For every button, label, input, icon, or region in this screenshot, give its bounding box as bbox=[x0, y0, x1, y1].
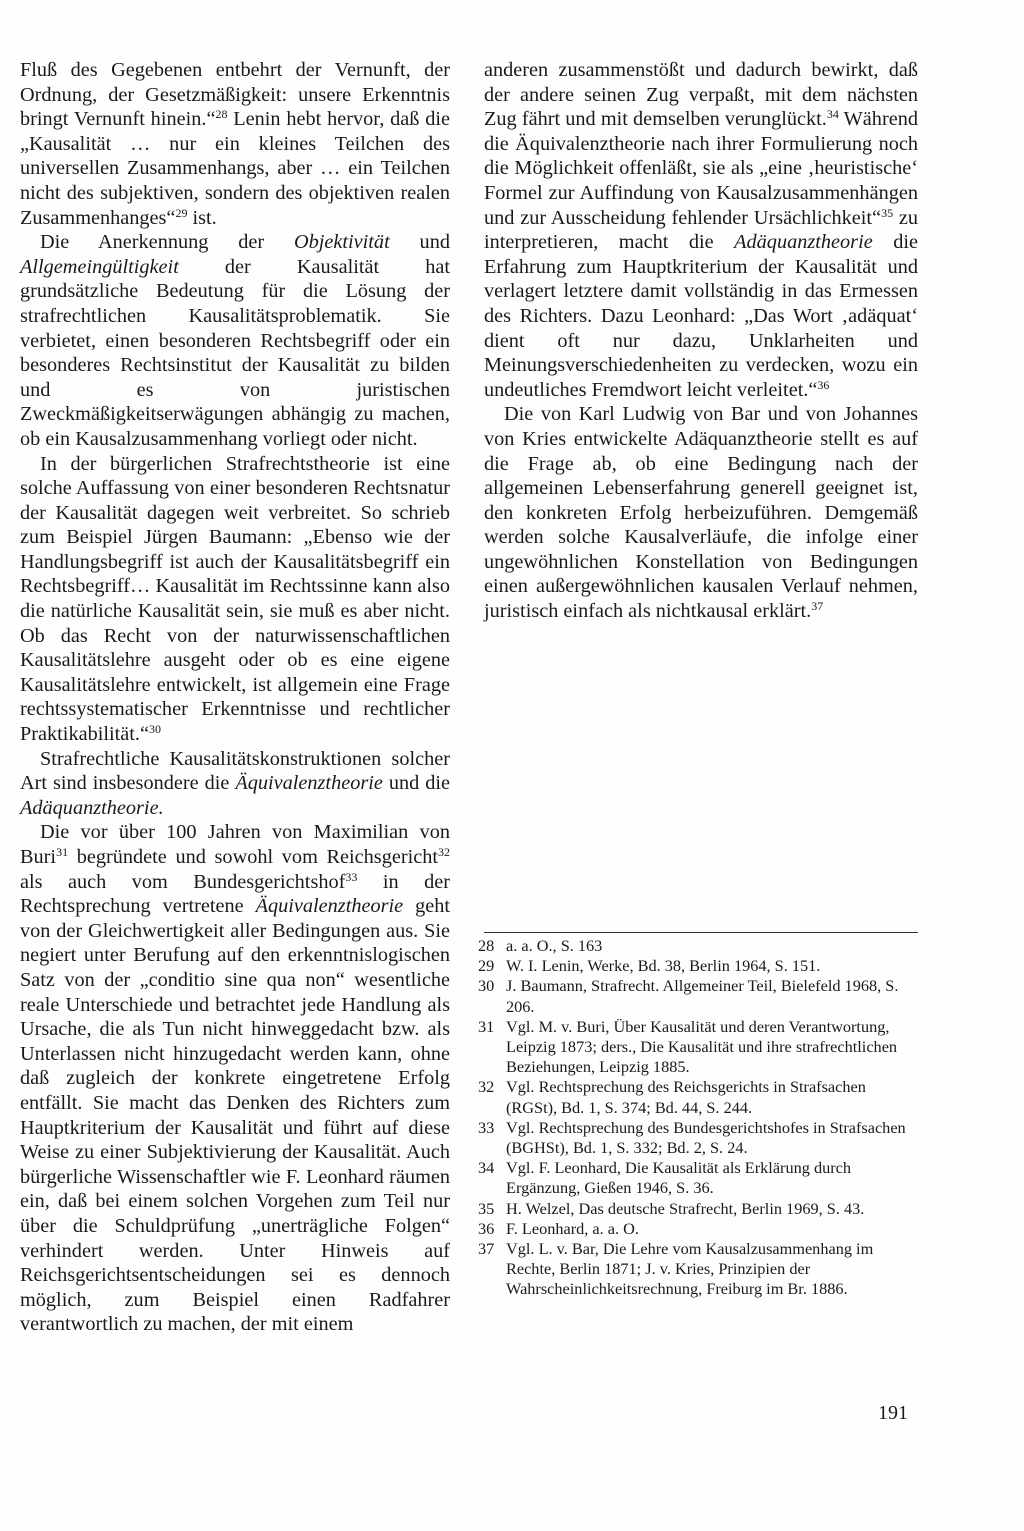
footnote-item bbox=[478, 936, 918, 956]
footnote-item bbox=[478, 1158, 918, 1198]
footnote-number: 29 bbox=[478, 956, 495, 976]
footnote-text: W. I. Lenin, Werke, Bd. 38, Berlin 1964, S. 151. bbox=[506, 956, 821, 976]
footnote-number: 33 bbox=[478, 1117, 495, 1137]
footnote-item bbox=[478, 1239, 918, 1300]
right-column bbox=[484, 58, 918, 624]
emphasized-text: Allgemeingültigkeit bbox=[20, 255, 179, 278]
text-segment: in der Rechtsprechung vertretene bbox=[20, 870, 450, 918]
footnote-number: 36 bbox=[478, 1218, 495, 1238]
text-segment: und die bbox=[382, 772, 450, 795]
footnote-item bbox=[478, 1017, 918, 1078]
footnote-text: J. Baumann, Strafrecht. Allgemeiner Teil, Bielefeld 1968, S. 206. bbox=[506, 976, 899, 1016]
footnote-text: a. a. O., S. 163 bbox=[506, 936, 603, 955]
text-segment: anderen zusammenstößt und dadurch bewirkt, daß der andere seinen Zug verpaßt, mit dem nächsten Zug fährt und mit demselben verunglückt. bbox=[484, 59, 918, 131]
page-number: 191 bbox=[878, 1402, 908, 1424]
emphasized-text: Adäquanztheorie. bbox=[20, 796, 164, 819]
footnote-reference: 29 bbox=[175, 205, 188, 220]
footnote-number: 30 bbox=[478, 976, 495, 996]
text-segment: Die vor über 100 Jahren von Maximilian von Buri bbox=[20, 821, 450, 868]
text-segment: Die von Karl Ludwig von Bar und von Johannes von Kries entwickelte Adäquanztheorie stellt es auf die Frage ab, ob eine Bedingung nach der allgemeinen Lebenserfahrung generell geeignet ist, den konkreten Erfolg herbeizuführen. Demgemäß werden solche Kausalverläufe, die infolge einer ungewöhnlichen Konstellation von Bedingungen einen außergewöhnlichen kausalen Verlauf nehmen, juristisch einfach als nichtkausal erklärt. bbox=[484, 403, 918, 623]
footnotes bbox=[478, 936, 918, 1300]
text-segment: Lenin hebt hervor, daß die „Kausalität … nur ein kleines Teilchen des universellen Zusammenhangs, aber … ein Teilchen nicht des subjektiven, sondern des objektiven realen Zusammenhanges“ bbox=[20, 108, 451, 229]
footnote-reference: 31 bbox=[56, 845, 69, 859]
text-segment: die Erfahrung zum Hauptkriterium der Kausalität und verlagert letztere damit vollständig in das Ermessen des Richters. Dazu Leonhard: „Das Wort ‚adäquat‘ dient oft nur dazu, Unklarheiten und Meinungsverschiedenheiten zu verdecken, wozu ein undeutliches Fremdwort leicht verleitet.“ bbox=[484, 231, 918, 401]
footnote-number: 28 bbox=[478, 936, 495, 955]
text-segment: Die Anerkennung der bbox=[40, 231, 294, 254]
footnote-text: Vgl. F. Leonhard, Die Kausalität als Erklärung durch Ergänzung, Gießen 1946, S. 36. bbox=[506, 1158, 852, 1198]
footnote-text: H. Welzel, Das deutsche Strafrecht, Berlin 1969, S. 43. bbox=[506, 1198, 865, 1218]
footnote-reference: 35 bbox=[881, 205, 894, 220]
footnote-number: 31 bbox=[478, 1016, 495, 1036]
footnote-item bbox=[478, 976, 918, 1016]
footnote-item bbox=[478, 1199, 918, 1219]
paragraph bbox=[20, 58, 450, 230]
emphasized-text: Äquivalenztheorie bbox=[235, 772, 383, 795]
paragraph bbox=[20, 820, 450, 1336]
left-column bbox=[20, 58, 450, 1337]
footnote-text: Vgl. Rechtsprechung des Reichsgerichts in Strafsachen (RGSt), Bd. 1, S. 374; Bd. 44, S. 244. bbox=[506, 1077, 866, 1117]
footnote-reference: 30 bbox=[148, 722, 161, 737]
paragraph bbox=[484, 402, 918, 623]
footnote-text: Vgl. Rechtsprechung des Bundesgerichtshofes in Strafsachen (BGHSt), Bd. 1, S. 332; Bd. 2, S. 24. bbox=[506, 1117, 906, 1158]
footnote-number: 35 bbox=[478, 1198, 495, 1218]
text-segment: zu interpretieren, macht die bbox=[484, 206, 919, 254]
footnote-text: Vgl. M. v. Buri, Über Kausalität und deren Verantwortung, Leipzig 1873; ders., Die Kausalität und ihre strafrechtlichen Beziehungen, Leipzig 1885. bbox=[506, 1016, 898, 1077]
footnote-item bbox=[478, 1118, 918, 1158]
footnote-item bbox=[478, 1077, 918, 1117]
footnote-number: 37 bbox=[478, 1239, 495, 1259]
text-segment: als auch vom Bundesgerichtshof bbox=[20, 870, 346, 893]
footnote-reference: 33 bbox=[345, 869, 358, 884]
text-segment: geht von der Gleichwertigkeit aller Bedingungen aus. Sie negiert unter Berufung auf den erkenntnislogischen Satz von der „conditio sine qua non“ wesentliche reale Unterschiede und betrachtet jede Handlung als Ursache, die als Tun nicht hinweggedacht bzw. als Unterlassen nicht hinzugedacht werden kann, ohne daß zugleich der konkrete eingetretene Erfolg entfällt. Sie macht das Denken des Richters zum Hauptkriterium der Kausalität und führt auf diese Weise zu einer Subjektivierung der Kausalität. Auch bürgerliche Wissenschaftler wie F. Leonhard räumen ein, daß bei einem solchen Vorgehen zum Teil nur über die Schuldprüfung „unerträgliche Folgen“ verhindert werden. Unter Hinweis auf Reichsgerichtsentscheidungen sei es dennoch möglich, zum Beispiel einen Radfahrer verantwortlich zu machen, der mit einem bbox=[20, 895, 450, 1336]
text-segment: Fluß des Gegebenen entbehrt der Vernunft, der Ordnung, der Gesetzmäßigkeit: unsere Erkenntnis bringt Vernunft hinein.“ bbox=[20, 59, 450, 131]
paragraph bbox=[20, 452, 450, 747]
text-segment: Strafrechtliche Kausalitätskonstruktionen solcher Art sind insbesondere die bbox=[20, 747, 450, 795]
text-segment: ist. bbox=[187, 206, 217, 229]
text-segment: Während die Äquivalenztheorie nach ihrer Formulierung noch die Möglichkeit offenläßt, sie als „eine ‚heuristische‘ Formel zur Auffindung von Kausalzusammenhängen und zur Ausscheidung fehlender Ursächlichkeit“ bbox=[484, 108, 918, 229]
text-segment: In der bürgerlichen Strafrechtstheorie ist eine solche Auffassung von einer besonderen Rechtsnatur der Kausalität dagegen weit verbreitet. So schrieb zum Beispiel Jürgen Baumann: „Ebenso wie der Handlungsbegriff ist auch der Kausalitätsbegriff ein Rechtsbegriff… Kausalität im Rechtssinne kann also die natürliche Kausalität sein, sie muß es aber nicht. Ob das Recht von der naturwissenschaftlichen Kausalitätslehre ausgeht oder ob es eine eigene Kausalitätslehre entwickelt, ist allgemein eine Frage rechtssystematischer Erkenntnisse und rechtlicher Praktikabilität.“ bbox=[20, 452, 450, 746]
emphasized-text: Adäquanztheorie bbox=[734, 231, 873, 254]
paragraph bbox=[20, 747, 450, 821]
paragraph bbox=[484, 58, 918, 402]
footnote-reference: 34 bbox=[826, 107, 839, 122]
footnote-reference: 32 bbox=[438, 845, 450, 859]
footnote-number: 34 bbox=[478, 1158, 495, 1178]
emphasized-text: Objektivität bbox=[293, 231, 390, 254]
text-segment: und bbox=[389, 231, 450, 254]
footnote-text: F. Leonhard, a. a. O. bbox=[506, 1218, 639, 1238]
footnote-reference: 28 bbox=[215, 107, 228, 122]
text-segment: der Kausalität hat grundsätzliche Bedeutung für die Lösung der strafrechtlichen Kausalitätsproblematik. Sie verbietet, einen besonderen Rechtsbegriff oder ein besonderes Rechtsinstitut der Kausalität zu bilden und es von juristischen Zweckmäßigkeitserwägungen abhängig zu machen, ob ein Kausalzusammenhang vorliegt oder nicht. bbox=[20, 255, 450, 450]
footnote-separator bbox=[484, 932, 918, 933]
text-segment: begründete und sowohl vom Reichsgericht bbox=[68, 846, 438, 868]
footnote-item bbox=[478, 956, 918, 976]
emphasized-text: Äquivalenztheorie bbox=[255, 895, 404, 918]
footnote-number: 32 bbox=[478, 1077, 495, 1097]
footnote-reference: 37 bbox=[811, 599, 824, 614]
footnote-text: Vgl. L. v. Bar, Die Lehre vom Kausalzusammenhang im Rechte, Berlin 1871; J. v. Kries, Prinzipien der Wahrscheinlichkeitsrechnung, Freiburg im Br. 1886. bbox=[506, 1239, 874, 1299]
paragraph bbox=[20, 230, 450, 451]
footnote-item bbox=[478, 1219, 918, 1239]
footnote-reference: 36 bbox=[817, 377, 830, 392]
